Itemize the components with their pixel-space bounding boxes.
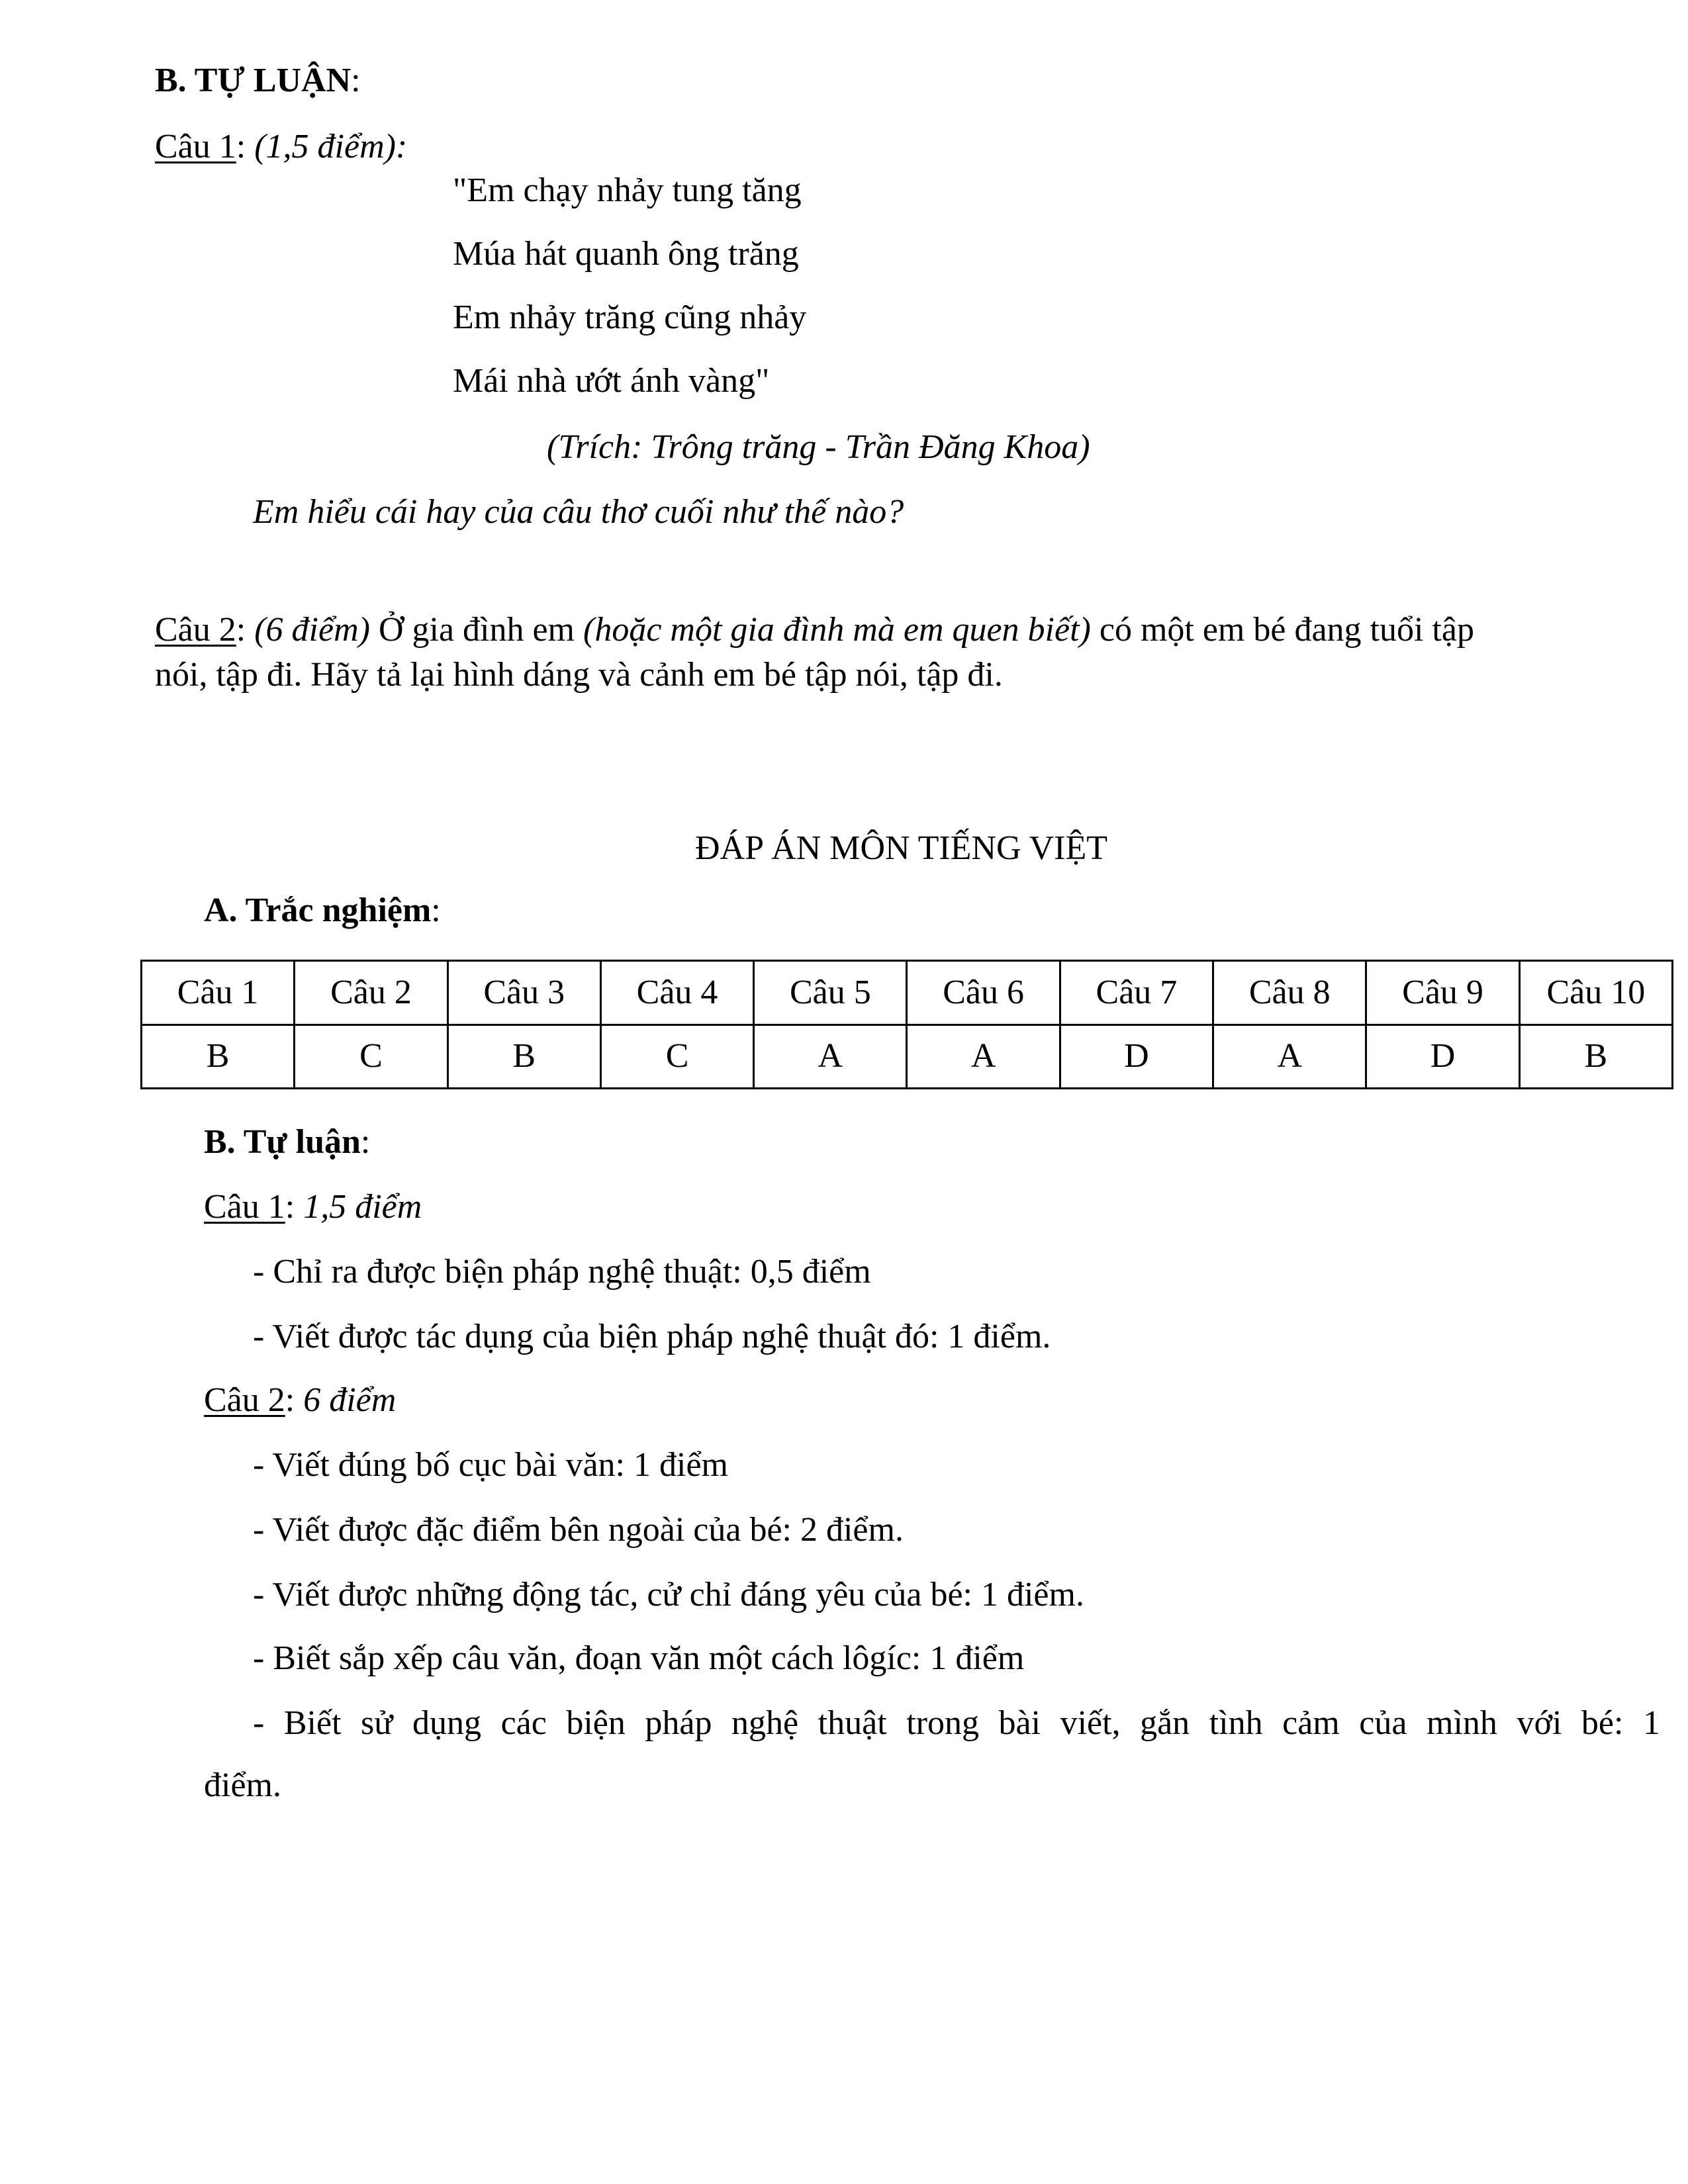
answer-key-title: ĐÁP ÁN MÔN TIẾNG VIỆT <box>695 829 1108 867</box>
answer-table-header-row <box>142 961 1673 1025</box>
rubric-item: - Viết được đặc điểm bên ngoài của bé: 2 điểm. <box>253 1511 904 1549</box>
question-2-line-2: nói, tập đi. Hãy tả lại hình dáng và cảnh em bé tập nói, tập đi. <box>155 656 1003 694</box>
table-header-cell: Câu 8 <box>1213 961 1366 1025</box>
table-header-cell: Câu 6 <box>907 961 1060 1025</box>
rubric-item: - Biết sử dụng các biện pháp nghệ thuật trong bài viết, gắn tình cảm của mình với bé: 1 <box>253 1704 1660 1742</box>
poem-line: "Em chạy nhảy tung tăng <box>453 171 802 209</box>
table-header-cell: Câu 2 <box>295 961 447 1025</box>
table-answer-cell: C <box>600 1024 753 1089</box>
question-points: 1,5 điểm <box>303 1188 422 1226</box>
answer-table <box>140 960 1673 1089</box>
table-answer-cell: D <box>1366 1024 1519 1089</box>
rubric-item: - Viết được những động tác, cử chỉ đáng yêu của bé: 1 điểm. <box>253 1576 1084 1614</box>
question-label: Câu 2 <box>155 611 236 649</box>
table-answer-cell: B <box>1519 1024 1672 1089</box>
section-heading: B. TỰ LUẬN: <box>155 62 361 99</box>
table-header-cell: Câu 10 <box>1519 961 1672 1025</box>
poem-line: Em nhảy trăng cũng nhảy <box>453 298 807 336</box>
part-b-heading: B. Tự luận: <box>204 1123 371 1161</box>
answer-table-answer-row <box>142 1024 1673 1089</box>
table-answer-cell: A <box>1213 1024 1366 1089</box>
table-answer-cell: C <box>295 1024 447 1089</box>
question-2-line-1: Câu 2: (6 điểm) Ở gia đình em (hoặc một gia đình mà em quen biết) có một em bé đang tuổi tập <box>155 611 1474 649</box>
question-label: Câu 1 <box>155 128 236 165</box>
table-answer-cell: B <box>142 1024 295 1089</box>
rubric-item: - Viết được tác dụng của biện pháp nghệ thuật đó: 1 điểm. <box>253 1318 1051 1355</box>
table-header-cell: Câu 7 <box>1060 961 1213 1025</box>
poem-citation: (Trích: Trông trăng - Trần Đăng Khoa) <box>547 428 1090 466</box>
rubric-item: - Biết sắp xếp câu văn, đoạn văn một cách lôgíc: 1 điểm <box>253 1639 1025 1677</box>
table-answer-cell: B <box>447 1024 600 1089</box>
answer-q1-header: Câu 1: 1,5 điểm <box>204 1188 422 1226</box>
rubric-item-continuation: điểm. <box>204 1766 281 1804</box>
rubric-item: - Chỉ ra được biện pháp nghệ thuật: 0,5 điểm <box>253 1253 871 1291</box>
question-points: 6 điểm <box>303 1381 397 1419</box>
question-points: (6 điểm) <box>254 611 370 649</box>
table-header-cell: Câu 5 <box>754 961 907 1025</box>
question-points: (1,5 điểm): <box>254 128 408 165</box>
answer-q2-header: Câu 2: 6 điểm <box>204 1381 397 1419</box>
table-answer-cell: D <box>1060 1024 1213 1089</box>
question-label: Câu 1 <box>204 1188 285 1226</box>
table-header-cell: Câu 1 <box>142 961 295 1025</box>
question-1-header: Câu 1: (1,5 điểm): <box>155 128 408 165</box>
poem-line: Mái nhà ướt ánh vàng" <box>453 362 770 400</box>
question-label: Câu 2 <box>204 1381 285 1419</box>
table-header-cell: Câu 9 <box>1366 961 1519 1025</box>
table-answer-cell: A <box>907 1024 1060 1089</box>
part-a-heading: A. Trắc nghiệm: <box>204 891 441 929</box>
table-answer-cell: A <box>754 1024 907 1089</box>
table-header-cell: Câu 3 <box>447 961 600 1025</box>
question-prompt: Em hiểu cái hay của câu thơ cuối như thế nào? <box>253 493 904 531</box>
table-header-cell: Câu 4 <box>600 961 753 1025</box>
poem-line: Múa hát quanh ông trăng <box>453 235 799 273</box>
rubric-item: - Viết đúng bố cục bài văn: 1 điểm <box>253 1446 728 1484</box>
